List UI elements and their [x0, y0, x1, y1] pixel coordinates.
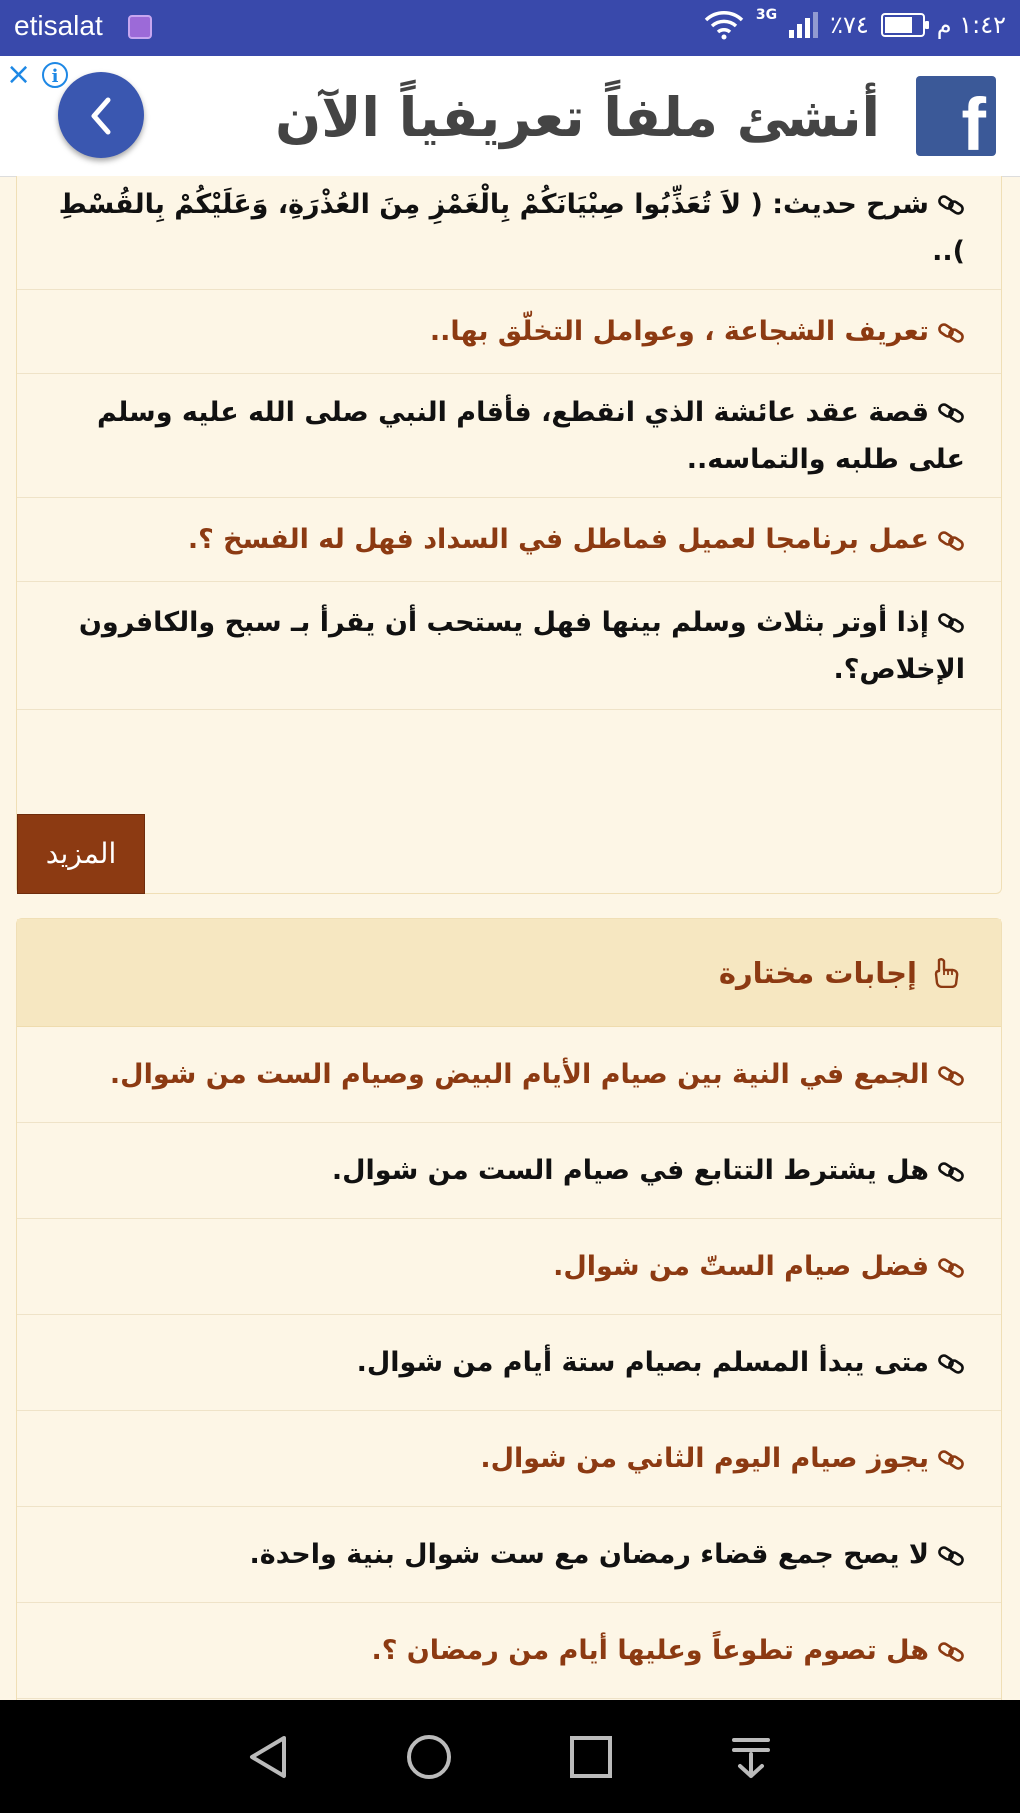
list-item-label[interactable]: هل يشترط التتابع في صيام الست من شوال.	[331, 1155, 929, 1186]
list-item-link[interactable]	[250, 1531, 965, 1578]
battery-icon	[881, 13, 925, 37]
selected-answers-panel	[16, 918, 1002, 1700]
list-item-label[interactable]: قصة عقد عائشة الذي انقطع، فأقام النبي صلى الله عليه وسلم على طلبه والتماسه..	[96, 396, 965, 475]
list-item-label[interactable]: متى يبدأ المسلم بصيام ستة أيام من شوال.	[356, 1347, 929, 1378]
list-item-label[interactable]: تعريف الشجاعة ، وعوامل التخلّق بها..	[429, 316, 929, 347]
main-content[interactable]	[0, 176, 1020, 1700]
list-item[interactable]	[17, 1507, 1001, 1603]
link-icon	[937, 323, 965, 343]
list-item-link[interactable]	[332, 1147, 965, 1194]
list-item-label[interactable]: شرح حديث: ( لاَ تُعَذِّبُوا صِبْيَانَكُمْ بِالْغَمْزِ مِنَ العُذْرَةِ، وَعَلَيْكُمْ بِالقُسْطِ )..	[58, 188, 965, 267]
list-item-link[interactable]	[47, 389, 965, 483]
list-item[interactable]	[17, 498, 1001, 582]
back-triangle-icon[interactable]	[244, 1732, 294, 1782]
home-circle-icon[interactable]	[404, 1732, 454, 1782]
link-icon	[937, 403, 965, 423]
list-item-label[interactable]: يجوز صيام اليوم الثاني من شوال.	[480, 1443, 929, 1474]
network-type: 3G	[755, 7, 778, 23]
link-icon	[937, 613, 965, 633]
ad-headline[interactable]: أنشئ ملفاً تعريفياً الآن	[275, 86, 880, 149]
panel-title: إجابات مختارة	[718, 955, 917, 990]
link-icon	[937, 531, 965, 551]
list-item[interactable]	[17, 1315, 1001, 1411]
list-item-label[interactable]: الجمع في النية بين صيام الأيام البيض وصيام الست من شوال.	[109, 1059, 929, 1090]
carrier-name: etisalat	[14, 10, 103, 41]
list-item-link[interactable]	[357, 1339, 965, 1386]
list-item-link[interactable]	[480, 1435, 965, 1482]
list-item[interactable]	[17, 1411, 1001, 1507]
pull-down-icon[interactable]	[726, 1732, 776, 1782]
link-icon	[937, 1258, 965, 1278]
info-icon[interactable]: i	[42, 62, 68, 88]
status-bar	[0, 0, 1020, 56]
list-item-link[interactable]	[110, 1051, 965, 1098]
navigation-bar	[0, 1700, 1020, 1813]
list-item-link[interactable]	[371, 1627, 965, 1674]
list-item-label[interactable]: فضل صيام الستّ من شوال.	[553, 1251, 929, 1282]
panel-header	[17, 919, 1001, 1027]
battery-percent: ٪٧٤	[830, 11, 869, 39]
pointing-hand-icon	[933, 958, 961, 988]
status-icons	[704, 7, 1006, 40]
list-item-link[interactable]	[188, 516, 965, 563]
list-item-link[interactable]	[47, 181, 965, 275]
list-item[interactable]	[17, 176, 1001, 290]
link-icon	[937, 1354, 965, 1374]
list-item-link[interactable]	[47, 599, 965, 693]
wifi-icon	[704, 10, 744, 40]
facebook-logo[interactable]: f	[916, 76, 996, 156]
chevron-left-icon	[82, 94, 122, 138]
link-icon	[937, 1642, 965, 1662]
list-item-label[interactable]: عمل برنامجا لعميل فماطل في السداد فهل له الفسخ ؟.	[187, 524, 929, 555]
list-item-link[interactable]	[430, 308, 965, 355]
back-button[interactable]	[58, 72, 144, 158]
ad-banner[interactable]	[0, 56, 1020, 177]
link-icon	[937, 1162, 965, 1182]
list-item-link[interactable]	[553, 1243, 965, 1290]
list-item[interactable]	[17, 290, 1001, 374]
clock: ١:٤٢ م	[936, 11, 1006, 39]
link-icon	[937, 1066, 965, 1086]
more-button[interactable]: المزيد	[17, 814, 145, 894]
list-item[interactable]	[17, 1219, 1001, 1315]
list-item[interactable]	[17, 1123, 1001, 1219]
close-icon[interactable]: ×	[6, 57, 32, 92]
list-item-label[interactable]: إذا أوتر بثلاث وسلم بينها فهل يستحب أن يقرأ بـ سبح والكافرون الإخلاص؟.	[78, 606, 965, 685]
list-item[interactable]	[17, 374, 1001, 498]
link-icon	[937, 195, 965, 215]
recent-square-icon[interactable]	[566, 1732, 616, 1782]
gallery-notification-icon	[128, 15, 152, 39]
list-item-label[interactable]: لا يصح جمع قضاء رمضان مع ست شوال بنية واحدة.	[249, 1539, 929, 1570]
link-icon	[937, 1450, 965, 1470]
list-item[interactable]	[17, 1027, 1001, 1123]
list-item[interactable]	[17, 582, 1001, 710]
link-icon	[937, 1546, 965, 1566]
list-item[interactable]	[17, 1603, 1001, 1699]
recent-questions-panel	[16, 176, 1002, 894]
list-item-label[interactable]: هل تصوم تطوعاً وعليها أيام من رمضان ؟.	[371, 1635, 929, 1666]
signal-icon	[789, 12, 818, 38]
